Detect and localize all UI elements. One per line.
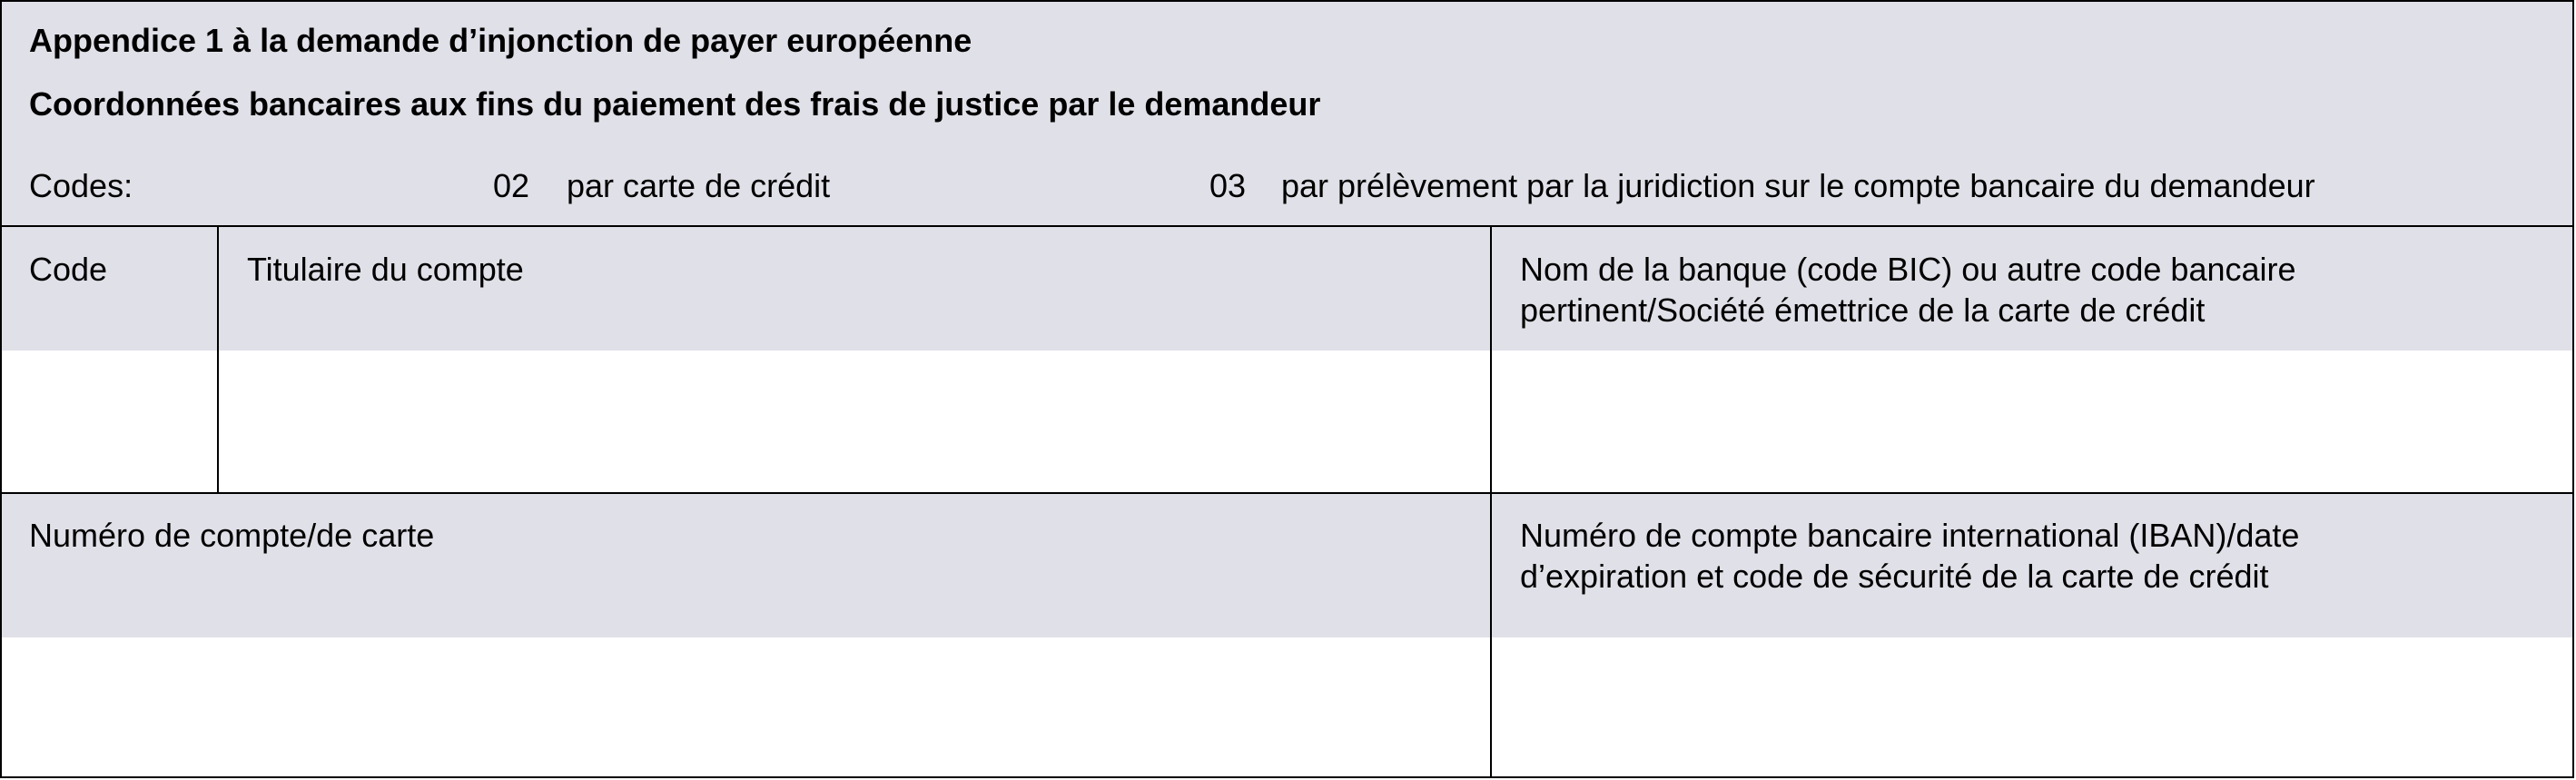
code-03-number: 03 xyxy=(1209,167,1247,204)
code-02-number: 02 xyxy=(493,167,530,204)
code-column-divider xyxy=(217,227,219,492)
code-field[interactable] xyxy=(2,351,217,492)
bank-name-label-line1: Nom de la banque (code BIC) ou autre code bancaire xyxy=(1520,251,2296,288)
form-header xyxy=(2,2,2572,227)
code-02-text: par carte de crédit xyxy=(567,167,831,204)
form-title: Appendice 1 à la demande d’injonction de payer européenne xyxy=(29,22,972,59)
code-03-text: par prélèvement par la juridiction sur le compte bancaire du demandeur xyxy=(1281,167,2315,204)
account-holder-field[interactable] xyxy=(221,351,1490,492)
codes-label: Codes: xyxy=(29,167,133,204)
account-holder-label: Titulaire du compte xyxy=(247,251,524,288)
account-number-field[interactable] xyxy=(2,637,1490,776)
iban-label-line2: d’expiration et code de sécurité de la carte de crédit xyxy=(1520,558,2269,595)
iban-label-line1: Numéro de compte bancaire international (IBAN)/date xyxy=(1520,517,2300,554)
form-subtitle: Coordonnées bancaires aux fins du paiement des frais de justice par le demandeur xyxy=(29,85,1321,123)
row-divider xyxy=(2,492,2572,494)
bank-name-label-line2: pertinent/Société émettrice de la carte de crédit xyxy=(1520,291,2206,329)
account-number-label: Numéro de compte/de carte xyxy=(29,517,435,554)
iban-field[interactable] xyxy=(1494,637,2572,776)
bank-name-field[interactable] xyxy=(1494,351,2572,492)
code-label: Code xyxy=(29,251,108,288)
right-column-divider xyxy=(1490,227,1492,776)
